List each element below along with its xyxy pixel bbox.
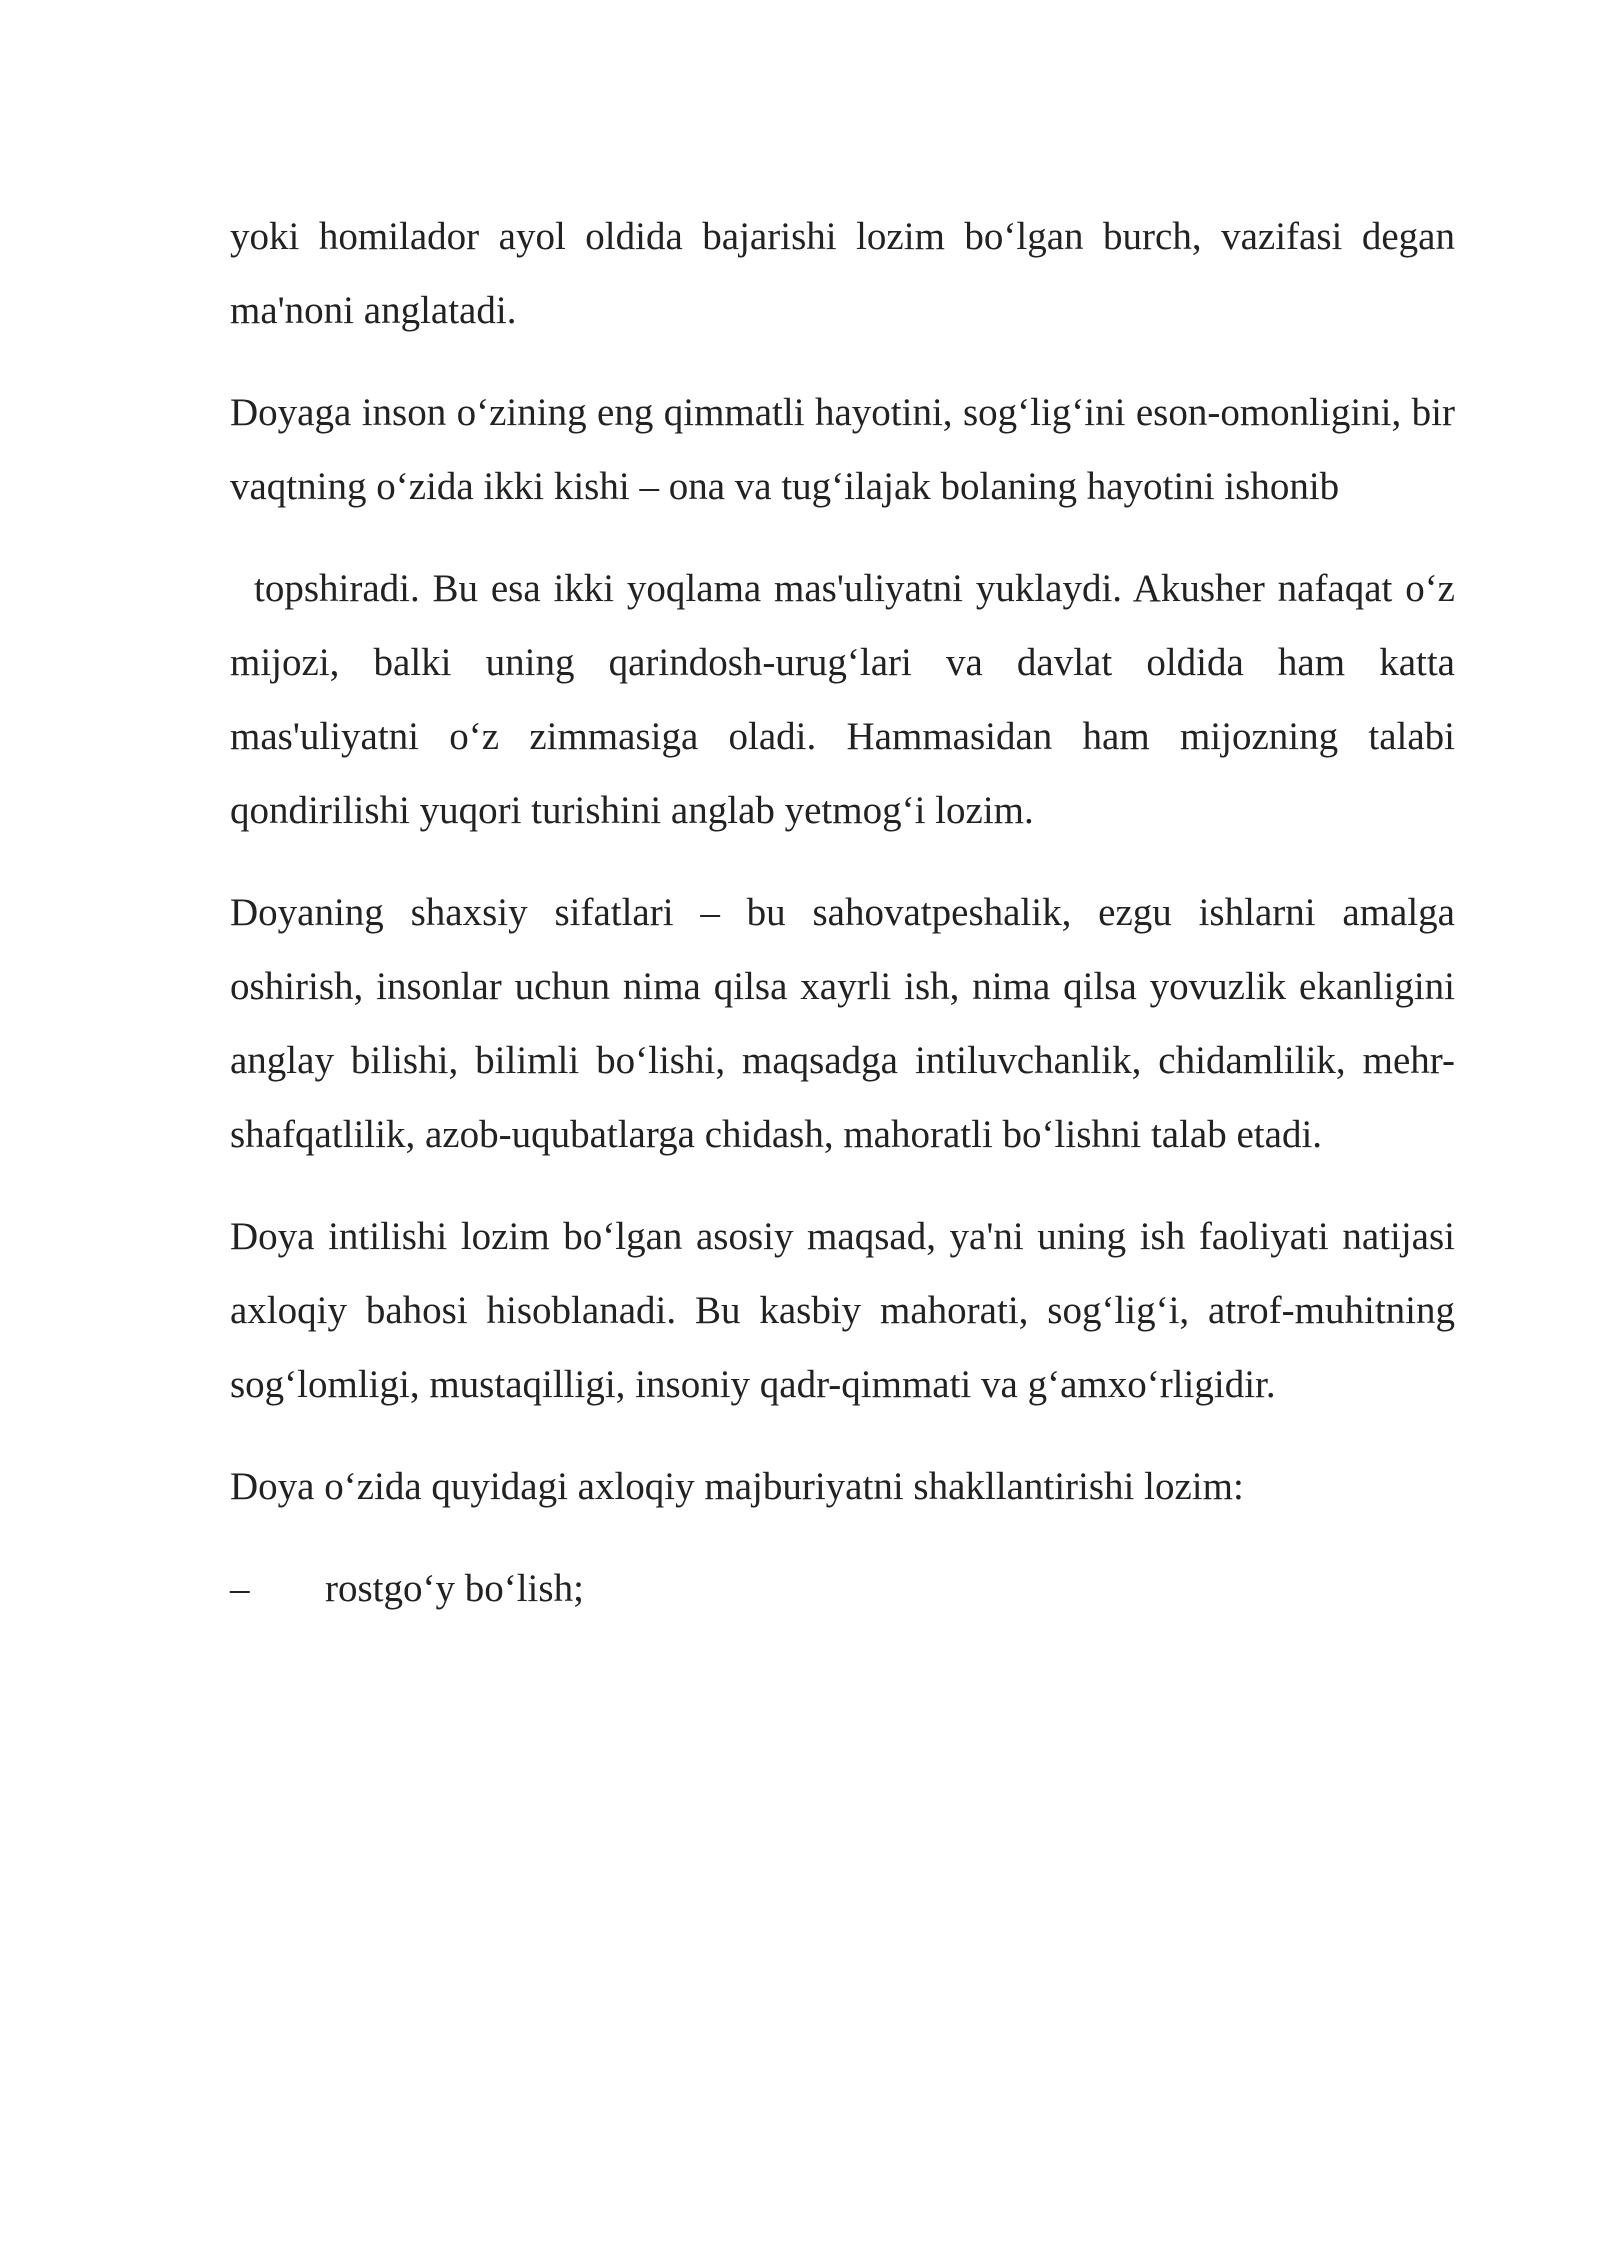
paragraph-2: Doyaga inson o‘zining eng qimmatli hayotini, sog‘lig‘ini eson-omonligini, bir vaqtning o‘zida ikki kishi – ona va tug‘ilajak bolaning hayotini ishonib [230, 391, 1455, 508]
list-item-text: rostgo‘y bo‘lish; [325, 1567, 584, 1610]
document-page [230, 200, 1455, 1626]
list-marker: – [230, 1567, 250, 1610]
paragraph-6: Doya o‘zida quyidagi axloqiy majburiyatni shakllantirishi lozim: [230, 1465, 1244, 1508]
paragraph-1: yoki homilador ayol oldida bajarishi lozim bo‘lgan burch, vazifasi degan ma'noni anglatadi. [230, 215, 1455, 332]
paragraph-3: topshiradi. Bu esa ikki yoqlama mas'uliyatni yuklaydi. Akusher nafaqat o‘z mijozi, balki uning qarindosh-urug‘lari va davlat oldida ham katta mas'uliyatni o‘z zimmasiga oladi. Hammasidan ham mijozning talabi qondirilishi yuqori turishini anglab yetmog‘i lozim. [230, 567, 1455, 832]
paragraph-4: Doyaning shaxsiy sifatlari – bu sahovatpeshalik, ezgu ishlarni amalga oshirish, insonlar uchun nima qilsa xayrli ish, nima qilsa yovuzlik ekanligini anglay bilishi, bilimli bo‘lishi, maqsadga intiluvchanlik, chidamlilik, mehr- shafqatlilik, azob-uqubatlarga chidash, mahoratli bo‘lishni talab etadi. [230, 891, 1455, 1156]
paragraph-5: Doya intilishi lozim bo‘lgan asosiy maqsad, ya'ni uning ish faoliyati natijasi axloqiy bahosi hisoblanadi. Bu kasbiy mahorati, sog‘lig‘i, atrof-muhitning sog‘lomligi, mustaqilligi, insoniy qadr-qimmati va g‘amxo‘rligidir. [230, 1215, 1455, 1406]
list-item [230, 1552, 1455, 1626]
